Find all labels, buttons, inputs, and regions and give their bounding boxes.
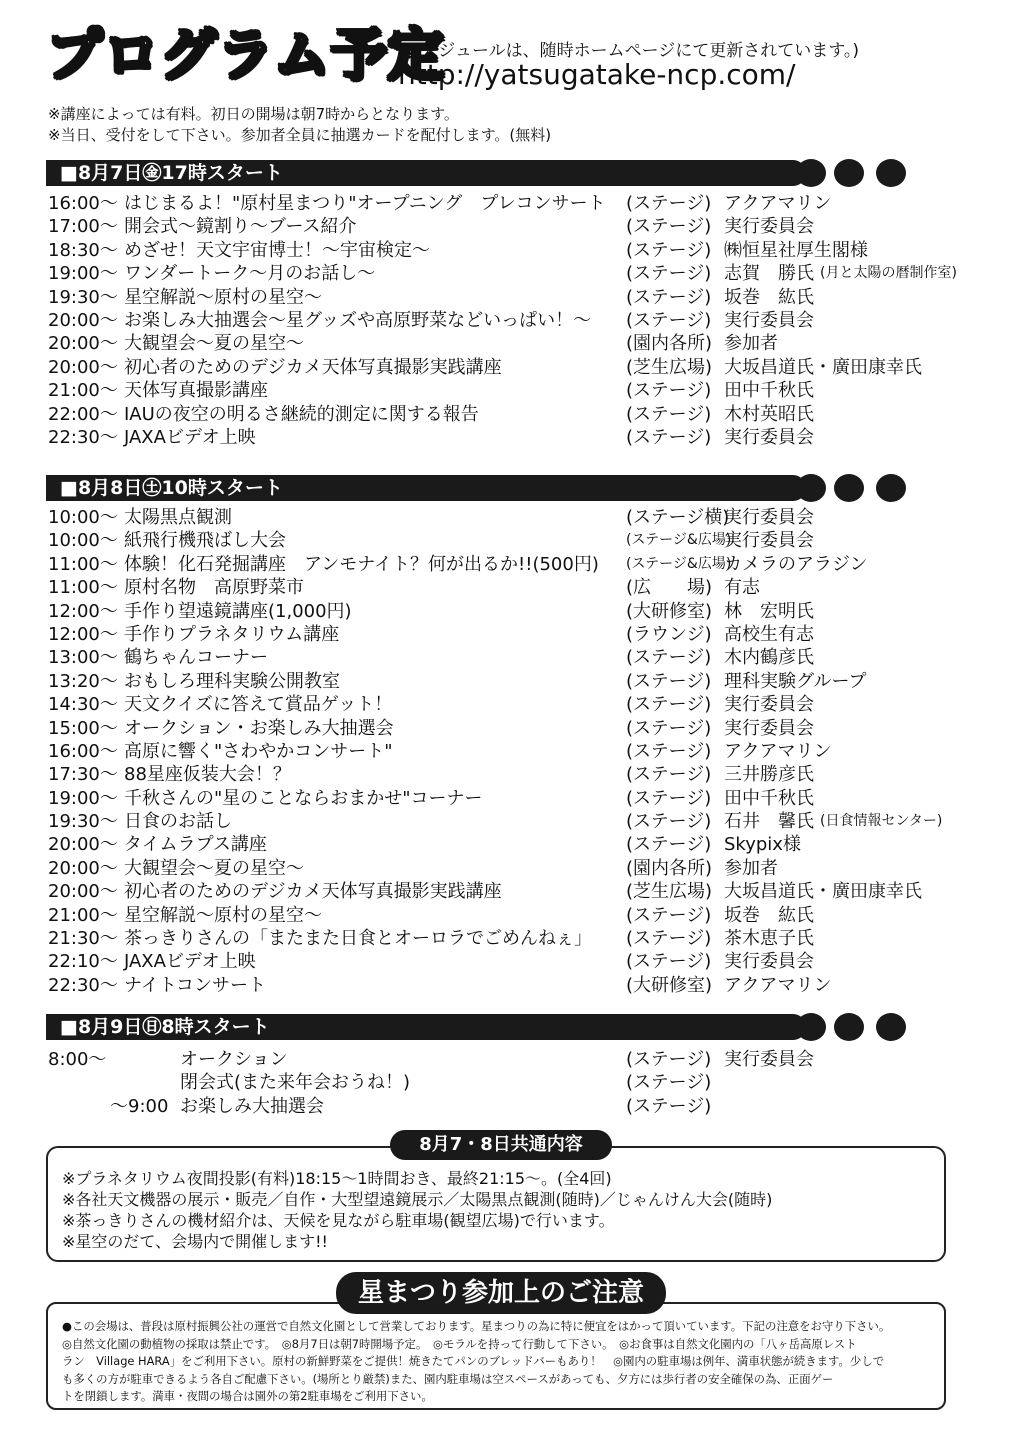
row-place: (ステージ): [626, 1072, 712, 1094]
row-performer: 参加者: [724, 857, 778, 879]
row-event: 手作り望遠鏡講座(1,000円): [124, 600, 352, 622]
row-event: お楽しみ大抽選会〜星グッズや高原野菜などいっぱい！〜: [124, 309, 592, 331]
row-place: (ステージ): [626, 834, 712, 856]
row-event: 天文クイズに答えて賞品ゲット！: [124, 694, 393, 716]
row-event: 太陽黒点観測: [124, 507, 232, 528]
row-time: 12:00〜: [48, 600, 118, 622]
decorative-dot: [876, 159, 906, 187]
decorative-dot: [834, 474, 864, 502]
row-performer: 実行委員会: [724, 507, 814, 528]
row-event: 閉会式(また来年会おうね！): [180, 1072, 411, 1094]
row-performer: 石井 馨氏: [724, 811, 814, 833]
row-time: 19:00〜: [48, 263, 118, 285]
row-performer: Skypix様: [724, 834, 801, 856]
row-place: (ステージ&広場): [626, 532, 732, 549]
row-place: (芝生広場): [626, 356, 713, 378]
row-place: (ステージ): [626, 426, 712, 448]
row-time: 22:10〜: [48, 951, 118, 973]
row-performer: 実行委員会: [724, 309, 814, 331]
row-time: 19:30〜: [48, 286, 118, 308]
row-event: めざせ！天文宇宙博士！〜宇宙検定〜: [124, 239, 430, 261]
row-time: 13:00〜: [48, 647, 118, 669]
row-performer-note: (日食情報センター): [820, 813, 943, 830]
row-time: 17:00〜: [48, 216, 118, 238]
row-place: (ステージ): [626, 670, 712, 692]
note-line: ※講座によっては有料。初日の開場は朝7時からとなります。: [48, 105, 459, 123]
row-performer: 木村英昭氏: [724, 403, 814, 425]
decorative-dot: [796, 474, 826, 502]
row-performer: ㈱恒星社厚生閣様: [724, 239, 868, 261]
row-time: 20:00〜: [48, 333, 118, 355]
decorative-dot: [796, 1013, 826, 1041]
row-time: 19:00〜: [48, 787, 118, 809]
row-event: 紙飛行機飛ばし大会: [124, 530, 286, 552]
row-event: オークション: [180, 1049, 288, 1070]
row-place: (ステージ): [626, 717, 712, 739]
row-time: 16:00〜: [48, 193, 118, 214]
row-place: (ステージ): [626, 647, 712, 669]
notes: [48, 104, 551, 146]
row-event: 星空解説〜原村の星空〜: [124, 904, 322, 926]
row-event: お楽しみ大抽選会: [180, 1095, 324, 1117]
row-place: (ステージ): [626, 740, 712, 762]
row-time: 20:00〜: [48, 834, 118, 856]
row-performer: 有志: [724, 577, 760, 599]
day3-header: ■8月9日㊐8時スタート: [46, 1014, 806, 1040]
caution-line: ●この会場は、普段は原村振興公社の運営で自然文化園として営業しております。星まつりの為に特に便宜をはかって頂いています。下記の注意をお守り下さい。: [62, 1319, 891, 1333]
caution-text: [62, 1318, 934, 1406]
row-performer: 実行委員会: [724, 426, 814, 448]
row-time: 20:00〜: [48, 881, 118, 903]
row-performer: 田中千秋氏: [724, 787, 814, 809]
caution-title: 星まつり参加上のご注意: [336, 1272, 666, 1314]
row-place: (大研修室): [626, 600, 713, 622]
website-url[interactable]: http://yatsugatake-ncp.com/: [398, 58, 796, 91]
row-performer: アクアマリン: [724, 740, 832, 762]
decorative-dot: [876, 474, 906, 502]
row-time: 10:00〜: [48, 507, 118, 528]
common-line: ※茶っきりさんの機材紹介は、天候を見ながら駐車場(観望広場)で行います。: [62, 1211, 615, 1230]
row-event: ナイトコンサート: [124, 974, 267, 996]
row-event: 原村名物 高原野菜市: [124, 577, 304, 599]
row-event: 日食のお話し: [124, 811, 232, 833]
row-performer: 実行委員会: [724, 1049, 814, 1070]
row-place: (ステージ): [626, 928, 712, 950]
row-place: (ステージ): [626, 403, 712, 425]
decorative-dot: [876, 1013, 906, 1041]
row-performer: 茶木恵子氏: [724, 928, 814, 950]
row-performer: 志賀 勝氏: [724, 263, 814, 285]
row-time: 19:30〜: [48, 811, 118, 833]
row-place: (芝生広場): [626, 881, 713, 903]
row-event: 天体写真撮影講座: [124, 380, 268, 402]
row-time: 21:00〜: [48, 380, 118, 402]
row-time: 10:00〜: [48, 530, 118, 552]
row-place: (ラウンジ): [626, 623, 712, 645]
row-event: 高原に響く"さわやかコンサート": [124, 740, 393, 762]
row-performer: 坂巻 紘氏: [724, 286, 814, 308]
row-time: 22:30〜: [48, 426, 118, 448]
row-event: ワンダートーク〜月のお話し〜: [124, 263, 376, 285]
row-performer: アクアマリン: [724, 974, 832, 996]
row-time: 20:00〜: [48, 857, 118, 879]
row-performer: カメラのアラジン: [724, 553, 868, 575]
row-time: 8:00〜: [48, 1049, 107, 1070]
row-place: (園内各所): [626, 857, 713, 879]
row-performer: 大坂昌道氏・廣田康幸氏: [724, 881, 922, 903]
row-time: 18:30〜: [48, 239, 118, 261]
common-line: ※星空のだて、会場内で開催します!!: [62, 1232, 328, 1251]
row-place: (ステージ): [626, 764, 712, 786]
day1-header: ■8月7日㊎17時スタート: [46, 160, 806, 186]
row-performer: 実行委員会: [724, 951, 814, 973]
row-place: (ステージ横): [626, 507, 730, 528]
common-line: ※プラネタリウム夜間投影(有料)18:15〜1時間おき、最終21:15〜。(全4回): [62, 1169, 612, 1188]
row-place: (ステージ): [626, 787, 712, 809]
caution-line: ◎自然文化園の動植物の採取は禁止です。 ◎8月7日は朝7時開場予定。 ◎モラルを持って行動して下さい。 ◎お食事は自然文化園内の「八ヶ岳高原レスト: [62, 1336, 857, 1351]
row-event: 開会式〜鏡割り〜ブース紹介: [124, 216, 357, 238]
row-event: オークション・お楽しみ大抽選会: [124, 717, 394, 739]
decorative-dot: [834, 1013, 864, 1041]
row-event: 大観望会〜夏の星空〜: [124, 333, 304, 355]
row-event: 星空解説〜原村の星空〜: [124, 286, 322, 308]
schedule-note: (スケジュールは、随時ホームページにて更新されています。): [398, 41, 860, 61]
row-place: (ステージ): [626, 694, 712, 716]
row-time: 13:20〜: [48, 670, 118, 692]
row-event: 初心者のためのデジカメ天体写真撮影実践講座: [124, 881, 502, 903]
common-content-label: 8月7・8日共通内容: [390, 1130, 612, 1160]
day2-header: ■8月8日㊏10時スタート: [46, 475, 806, 501]
row-event: 88星座仮装大会！？: [124, 764, 291, 786]
row-event: 鶴ちゃんコーナー: [124, 647, 268, 669]
row-time: 20:00〜: [48, 356, 118, 378]
row-event: おもしろ理科実験公開教室: [124, 670, 340, 692]
row-time: 11:00〜: [48, 577, 118, 599]
row-performer-note: (月と太陽の暦制作室): [820, 265, 957, 282]
row-performer: 高校生有志: [724, 623, 814, 645]
row-event: JAXAビデオ上映: [124, 426, 256, 448]
caution-line: トを閉鎖します。満車・夜間の場合は園外の第2駐車場をご利用下さい。: [62, 1389, 433, 1404]
row-place: (ステージ): [626, 263, 712, 285]
row-place: (ステージ): [626, 811, 712, 833]
caution-line: ラン Village HARA」をご利用下さい。原村の新鮮野菜をご提供！焼きたてパンのブレッドバーもあり！ ◎園内の駐車場は例年、満車状態が続きます。少しで: [62, 1354, 885, 1369]
row-event: タイムラプス講座: [124, 834, 267, 856]
row-event: JAXAビデオ上映: [124, 951, 256, 973]
row-place: (ステージ): [626, 309, 712, 331]
row-event: 茶っきりさんの「またまた日食とオーロラでごめんねぇ」: [124, 928, 592, 950]
page-title: プログラム予定: [46, 23, 445, 88]
row-place: (ステージ): [626, 951, 712, 973]
row-place: (ステージ): [626, 193, 712, 214]
row-event: 手作りプラネタリウム講座: [124, 623, 340, 645]
row-event: はじまるよ！"原村星まつり"オープニング プレコンサート: [124, 193, 606, 214]
row-place: (大研修室): [626, 974, 713, 996]
row-performer: 理科実験グループ: [724, 670, 867, 692]
row-time: 21:30〜: [48, 928, 118, 950]
row-performer: 実行委員会: [724, 694, 814, 716]
row-performer: 三井勝彦氏: [724, 764, 814, 786]
note-line: ※当日、受付をして下さい。参加者全員に抽選カードを配付します。(無料): [48, 126, 552, 144]
common-content-lines: [62, 1168, 772, 1252]
row-end-time: 〜9:00: [110, 1095, 169, 1117]
row-place: (ステージ): [626, 904, 712, 926]
row-place: (ステージ): [626, 380, 712, 402]
row-event: 体験！化石発掘講座 アンモナイト？何が出るか!!(500円): [124, 553, 599, 575]
row-place: (ステージ): [626, 239, 712, 261]
row-performer: 田中千秋氏: [724, 380, 814, 402]
row-time: 14:30〜: [48, 694, 118, 716]
row-time: 16:00〜: [48, 740, 118, 762]
row-place: (広 場): [626, 577, 713, 599]
row-place: (ステージ): [626, 216, 712, 238]
row-time: 11:00〜: [48, 553, 118, 575]
row-time: 15:00〜: [48, 717, 118, 739]
row-performer: 木内鶴彦氏: [724, 647, 814, 669]
row-place: (ステージ&広場): [626, 555, 732, 572]
row-event: 大観望会〜夏の星空〜: [124, 857, 304, 879]
row-time: 12:00〜: [48, 623, 118, 645]
row-place: (ステージ): [626, 1095, 712, 1117]
row-time: 21:00〜: [48, 904, 118, 926]
decorative-dot: [796, 159, 826, 187]
row-performer: 実行委員会: [724, 717, 814, 739]
row-event: 千秋さんの"星のことならおまかせ"コーナー: [124, 787, 483, 809]
row-performer: アクアマリン: [724, 193, 832, 214]
row-performer: 大坂昌道氏・廣田康幸氏: [724, 356, 922, 378]
row-performer: 実行委員会: [724, 216, 814, 238]
row-performer: 参加者: [724, 333, 778, 355]
row-place: (ステージ): [626, 286, 712, 308]
row-performer: 坂巻 紘氏: [724, 904, 814, 926]
caution-line: も多くの方が駐車できるよう各自ご配慮下さい。(場所とり厳禁)また、園内駐車場は空スペースがあっても、夕方には歩行者の安全確保の為、正面ゲー: [62, 1371, 834, 1386]
decorative-dot: [834, 159, 864, 187]
row-time: 20:00〜: [48, 309, 118, 331]
row-time: 22:30〜: [48, 974, 118, 996]
row-event: IAUの夜空の明るさ継続的測定に関する報告: [124, 403, 479, 425]
row-time: 17:30〜: [48, 764, 118, 786]
row-time: 22:00〜: [48, 403, 118, 425]
row-place: (ステージ): [626, 1049, 712, 1070]
row-event: 初心者のためのデジカメ天体写真撮影実践講座: [124, 356, 502, 378]
row-place: (園内各所): [626, 333, 713, 355]
common-line: ※各社天文機器の展示・販売／自作・大型望遠鏡展示／太陽黒点観測(随時)／じゃんけん大会(随時): [62, 1190, 773, 1209]
row-performer: 林 宏明氏: [724, 600, 814, 622]
row-performer: 実行委員会: [724, 530, 814, 552]
